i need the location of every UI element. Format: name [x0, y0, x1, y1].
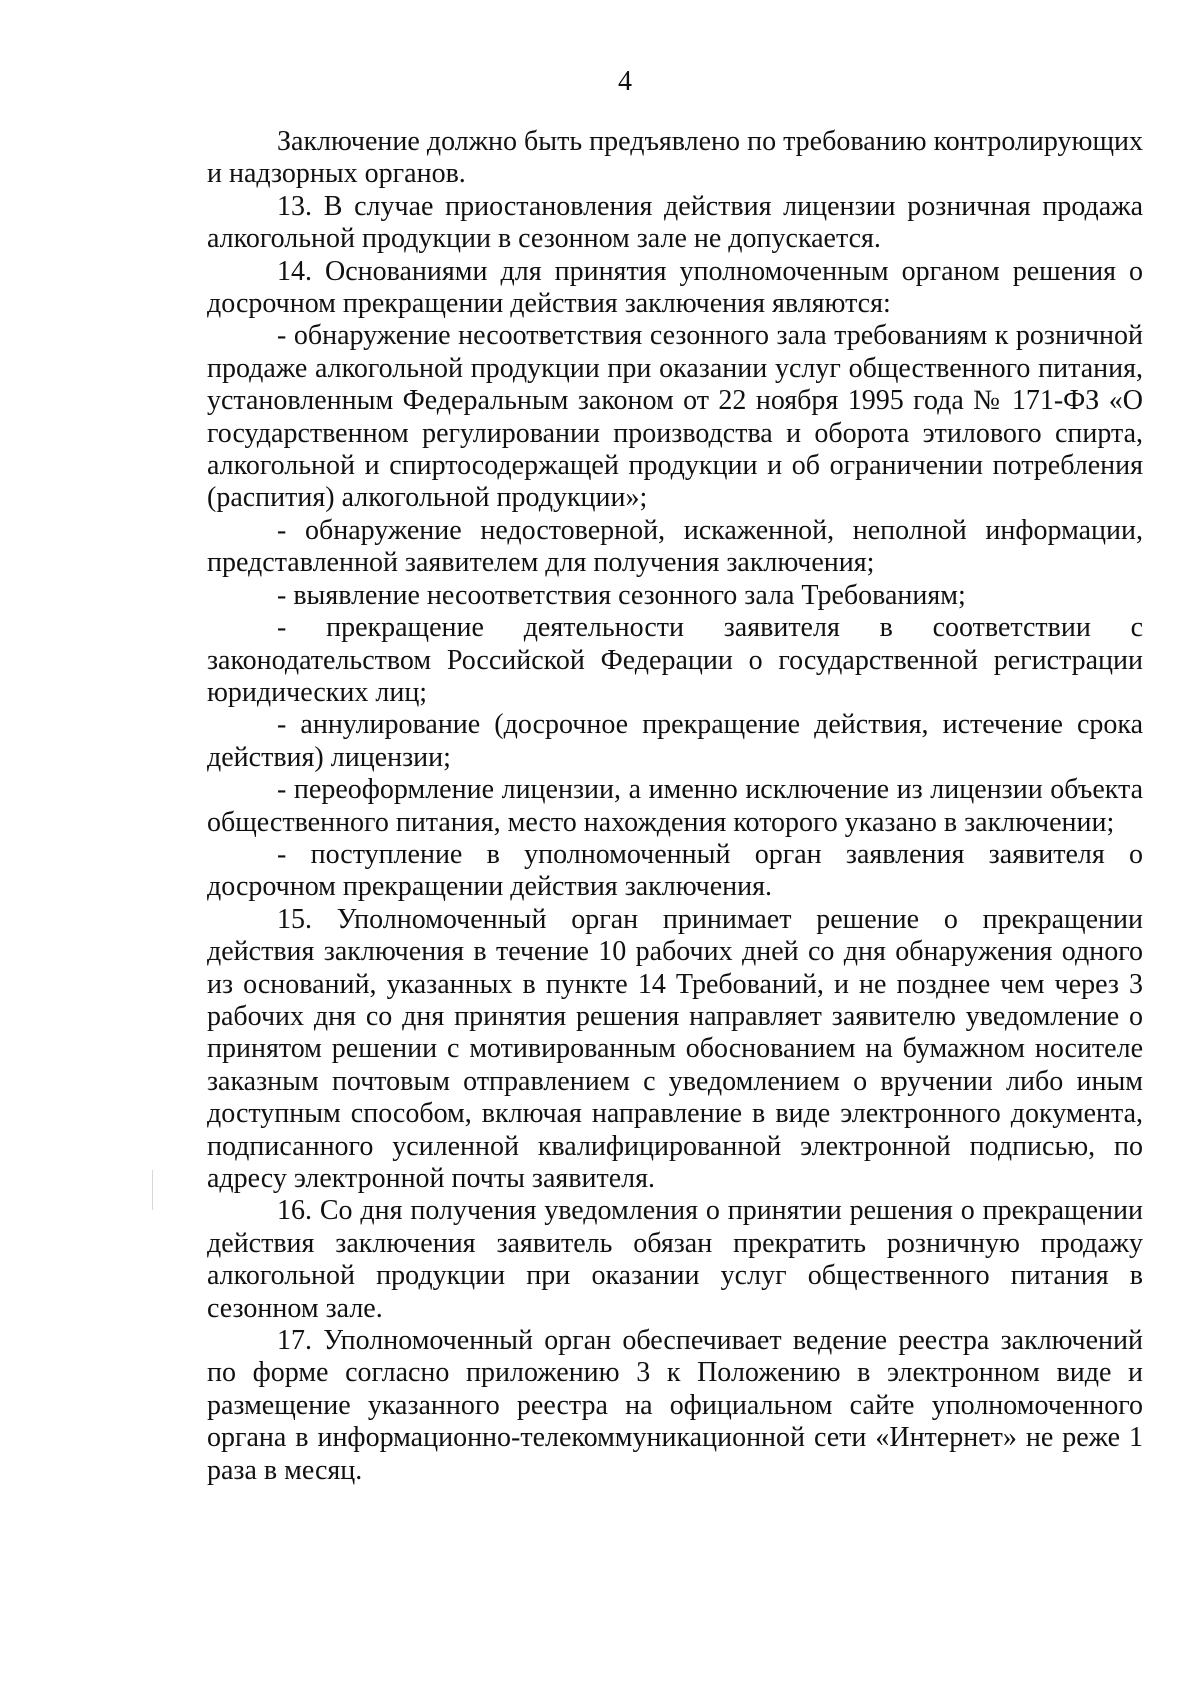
paragraph-14: 14. Основаниями для принятия уполномоченным органом решения о досрочном прекращении действия заключения являются: — [207, 255, 1143, 320]
list-item-license-reissue: - переоформление лицензии, а именно исключение из лицензии объекта общественного питания, место нахождения которого указано в заключении; — [207, 774, 1143, 838]
paragraph-15: 15. Уполномоченный орган принимает решение о прекращении действия заключения в течение 10 рабочих дней со дня обнаружения одного из оснований, указанных в пункте 14 Требований, и не позднее чем через 3 рабочих дня со дня принятия решения направляет заявителю уведомление о принятом решении с мотивированным обоснованием на бумажном носителе заказным почтовым отправлением с уведомлением о вручении либо иным доступным способом, включая направление в виде электронного документа, подписанного усиленной квалифицированной электронной подписью, по адресу электронной почты заявителя. — [207, 903, 1143, 1194]
list-item-nonconformity-hall: - выявление несоответствия сезонного зала Требованиям; — [277, 579, 966, 611]
paragraph-17: 17. Уполномоченный орган обеспечивает ведение реестра заключений по форме согласно приложению 3 к Положению в электронном виде и размещение указанного реестра на официальном сайте уполномоченного органа в информационно-телекоммуникационной сети «Интернет» не реже 1 раза в месяц. — [207, 1325, 1143, 1486]
list-item-termination-of-activity: - прекращение деятельности заявителя в соответствии с законодательством Российской Федерации о государственной регистрации юридических лиц; — [207, 612, 1143, 708]
page-number: 4 — [618, 66, 632, 97]
list-item-unreliable-information: - обнаружение недостоверной, искаженной, неполной информации, представленной заявителем для получения заключения; — [207, 514, 1143, 579]
paragraph-13: 13. В случае приостановления действия лицензии розничная продажа алкогольной продукции в сезонном зале не допускается. — [207, 190, 1143, 255]
scan-artifact — [152, 1170, 153, 1210]
list-item-applicant-request: - поступление в уполномоченный орган заявления заявителя о досрочном прекращении действия заключения. — [207, 838, 1143, 903]
paragraph-conclusion-presentation: Заключение должно быть предъявлено по требованию контролирующих и надзорных органов. — [207, 126, 1143, 190]
document-body — [207, 126, 1143, 1487]
list-item-license-annulment: - аннулирование (досрочное прекращение действия, истечение срока действия) лицензии; — [207, 709, 1143, 773]
paragraph-16: 16. Со дня получения уведомления о принятии решения о прекращении действия заключения заявитель обязан прекратить розничную продажу алкогольной продукции при оказании услуг общественного питания в сезонном зале. — [207, 1195, 1143, 1324]
list-item-nonconformity-requirements: - обнаружение несоответствия сезонного зала требованиям к розничной продаже алкогольной продукции при оказании услуг общественного питания, установленным Федеральным законом от 22 ноября 1995 года № 171-ФЗ «О государственном регулировании производства и оборота этилового спирта, алкогольной и спиртосодержащей продукции и об ограничении потребления (распития) алкогольной продукции»; — [207, 320, 1143, 514]
